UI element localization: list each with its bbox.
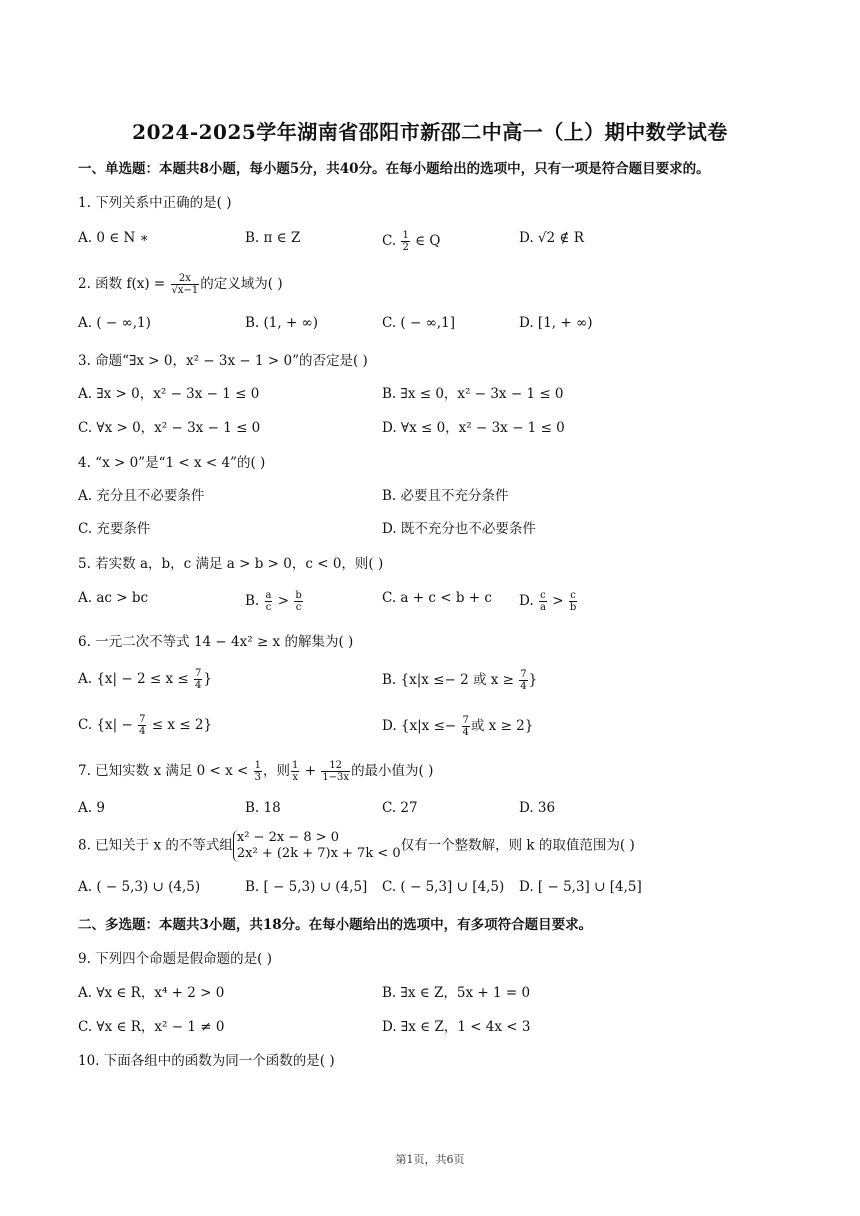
q1-option-a: A. 0 ∈ N ∗	[78, 230, 149, 246]
question-1-options	[78, 230, 798, 253]
section-single-choice-heading: 一、单选题：本题共8小题，每小题5分，共40分。在每小题给出的选项中，只有一项是符合题目要求的。	[78, 161, 710, 177]
section-multiple-choice-heading: 二、多选题：本题共3小题，共18分。在每小题给出的选项中，有多项符合题目要求。	[78, 917, 593, 933]
q1-option-d: D. √2 ∉ R	[519, 230, 584, 246]
question-4-stem: 4. “x > 0”是“1 < x < 4”的( )	[78, 455, 266, 471]
q2-option-b: B. (1, + ∞)	[245, 315, 319, 331]
q3-option-d: D. ∀x ≤ 0，x² − 3x − 1 ≤ 0	[382, 420, 565, 436]
question-3-stem: 3. 命题“∃x > 0，x² − 3x − 1 > 0”的否定是( )	[78, 353, 368, 369]
q8-option-d: D. [ − 5,3] ∪ [4,5]	[519, 879, 642, 895]
q2-option-c: C. ( − ∞,1]	[382, 315, 455, 331]
question-9-options-row2	[78, 1015, 798, 1035]
question-9-options-row1	[78, 981, 798, 1001]
question-4-options-row2	[78, 517, 798, 537]
question-5-options	[78, 590, 798, 613]
question-4-options-row1	[78, 484, 798, 504]
q7-option-b: B. 18	[245, 800, 281, 816]
q9-option-b: B. ∃x ∈ Z，5x + 1 = 0	[382, 985, 531, 1001]
question-3-options-row1	[78, 382, 798, 402]
page-title: 2024-2025学年湖南省邵阳市新邵二中高一（上）期中数学试卷	[132, 120, 728, 144]
q4-option-b: B. 必要且不充分条件	[382, 488, 509, 504]
question-10-stem: 10. 下面各组中的函数为同一个函数的是( )	[78, 1053, 335, 1069]
page-number-footer: 第1页，共6页	[395, 1153, 465, 1166]
q2-option-a: A. ( − ∞,1)	[78, 315, 151, 331]
q6-option-d: D. {x|x ≤− $\frac{7}{4}$ 或 x ≥ 2}	[382, 715, 534, 738]
q8-option-c: C. ( − 5,3] ∪ [4,5)	[382, 879, 505, 895]
q9-option-a: A. ∀x ∈ R，x⁴ + 2 > 0	[78, 985, 225, 1001]
q5-option-c: C. a + c < b + c	[382, 590, 492, 606]
question-7-stem: 7. 已知实数 x 满足 0 < x < $\frac{1}{3}$ ，则 $\frac{1}{x}$ + $\frac{12}{1-3x}$ 的最小值为( )	[78, 760, 434, 783]
q6-option-c: C. {x| − $\frac{7}{4}$ ≤ x ≤ 2}	[78, 714, 213, 737]
question-6-options-row1	[78, 668, 798, 692]
q8-option-b: B. [ − 5,3) ∪ (4,5]	[245, 879, 368, 895]
q7-option-d: D. 36	[519, 800, 556, 816]
q9-option-c: C. ∀x ∈ R，x² − 1 ≠ 0	[78, 1019, 225, 1035]
q7-option-c: C. 27	[382, 800, 418, 816]
q5-option-d: D. $\frac{c}{a}$ > $\frac{c}{b}$	[519, 590, 577, 613]
q5-option-a: A. ac > bc	[78, 590, 149, 606]
question-3-options-row2	[78, 416, 798, 436]
question-6-options-row2	[78, 714, 798, 738]
q3-option-b: B. ∃x ≤ 0，x² − 3x − 1 ≤ 0	[382, 386, 564, 402]
q3-option-c: C. ∀x > 0，x² − 3x − 1 ≤ 0	[78, 420, 261, 436]
question-6-stem: 6. 一元二次不等式 14 − 4x² ≥ x 的解集为( )	[78, 634, 354, 650]
q4-option-a: A. 充分且不必要条件	[78, 488, 205, 504]
q9-option-d: D. ∃x ∈ Z，1 < 4x < 3	[382, 1019, 531, 1035]
q2-option-d: D. [1, + ∞)	[519, 315, 593, 331]
q1-option-b: B. π ∈ Z	[245, 230, 301, 246]
question-1-stem: 1. 下列关系中正确的是( )	[78, 195, 232, 211]
inequality-system: x² − 2x − 8 > 0 2x² + (2k + 7)x + 7k < 0	[233, 830, 401, 862]
question-5-stem: 5. 若实数 a，b，c 满足 a > b > 0，c < 0，则( )	[78, 556, 384, 572]
q1-option-c: C. $\frac{1}{2}$ ∈ Q	[382, 230, 441, 253]
question-9-stem: 9. 下列四个命题是假命题的是( )	[78, 951, 272, 967]
q7-option-a: A. 9	[78, 800, 105, 816]
question-2-options	[78, 315, 798, 335]
question-8-options	[78, 879, 798, 899]
question-7-options	[78, 800, 798, 820]
q3-option-a: A. ∃x > 0，x² − 3x − 1 ≤ 0	[78, 386, 260, 402]
q8-option-a: A. ( − 5,3) ∪ (4,5)	[78, 879, 201, 895]
q6-option-b: B. {x|x ≤− 2 或 x ≥ $\frac{7}{4}$ }	[382, 669, 538, 692]
q5-option-b: B. $\frac{a}{c}$ > $\frac{b}{c}$	[245, 590, 302, 613]
q4-option-d: D. 既不充分也不必要条件	[382, 521, 536, 537]
question-2-stem: 2. 函数 f(x) = $\frac{2x}{√x-1}$ 的定义域为( )	[78, 273, 283, 296]
q6-option-a: A. {x| − 2 ≤ x ≤ $\frac{7}{4}$ }	[78, 668, 212, 691]
q4-option-c: C. 充要条件	[78, 521, 151, 537]
question-8-stem: 8. 已知关于 x 的不等式组 x² − 2x − 8 > 0 2x² + (2k + 7)x + 7k < 0 仅有一个整数解，则 k 的取值范围为( )	[78, 830, 635, 861]
